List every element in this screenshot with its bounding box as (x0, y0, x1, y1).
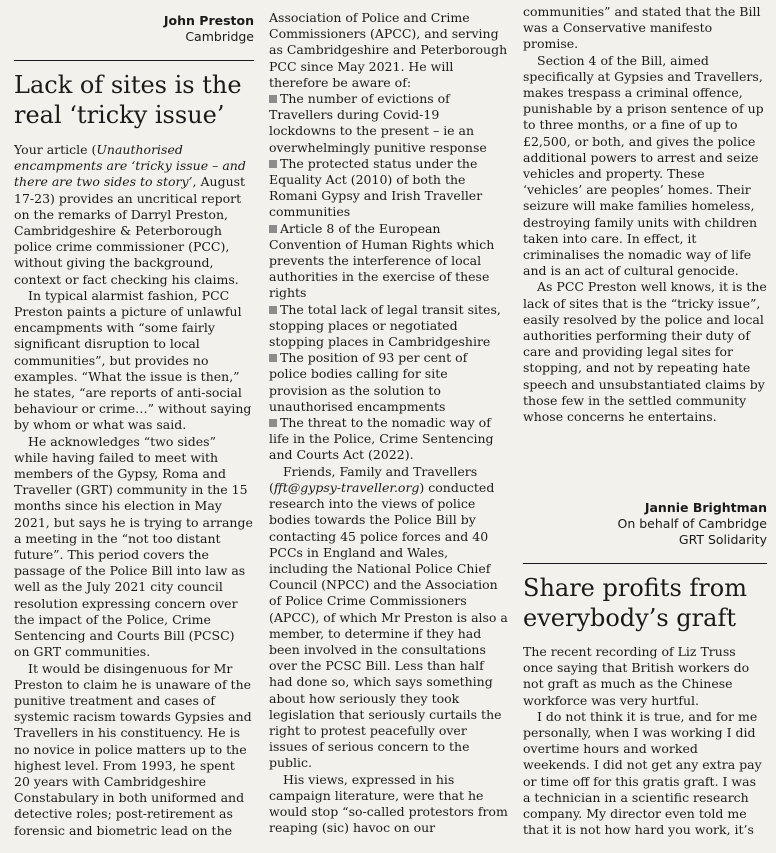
bullet-square-icon (269, 419, 277, 427)
paragraph: It would be disingenuous for Mr Preston to claim he is unaware of the punitive treatment and cases of systemic racism towards Gypsies and Travellers in his constituency. He is no novice in police matters up to the highest level. From 1993, he spent 20 years with Cambridgeshire Constabulary in both uniformed and detective roles; post-retirement as forensic and biometric lead on the (14, 660, 252, 838)
divider (14, 60, 254, 61)
bullet-item: The protected status under the Equality Act (2010) of both the Romani Gypsy and Irish Traveller communities (269, 155, 483, 220)
bullet-item: The threat to the nomadic way of life in the Police, Crime Sentencing and Courts Act (2022). (269, 415, 494, 463)
byline-author: John Preston (163, 13, 254, 28)
bullet-item: The total lack of legal transit sites, stopping places or negotiated stopping places in Cambridgeshire (269, 301, 501, 350)
divider (523, 563, 767, 564)
paragraph: He acknowledges “two sides” while having failed to meet with members of the Gypsy, Roma and Traveller (GRT) community in the 15 months since his election in May 2021, but says he is trying to arrange a meeting in the “not too distant future”. This period covers the passage of the Police Bill into law as well as the July 2021 city council resolution expressing concern over the impact of the Police, Crime Sentencing and Courts Bill (PCSC) on GRT communities. (14, 433, 253, 660)
bullet-square-icon (269, 225, 277, 233)
signature-name: Jannie Brightman (644, 500, 767, 515)
bullet-square-icon (269, 306, 277, 314)
byline-town: Cambridge (185, 29, 254, 44)
body-text (14, 142, 254, 839)
bullet-square-icon (269, 95, 277, 103)
bullet-item: The number of evictions of Travellers during Covid-19 lockdowns to the present – ie an overwhelmingly punitive response (269, 91, 487, 155)
paragraph: Friends, Family and Travellers (fft@gypsy-traveller.org) conducted research into the views of police bodies towards the Police Bill by contacting 45 police forces and 40 PCCs in England and Wales, including the National Police Chief Council (NPCC) and the Association of Police Crime Commissioners (APCC), of which Mr Preston is also a member, to determine if they had been involved in the consultations over the PCSC Bill. Less than half had done so, which says something about how seriously they took legislation that seriously curtails the right to protest peacefully over issues of serious concern to the public. (269, 463, 508, 771)
bullet-square-icon (269, 160, 277, 168)
paragraph-intro: Your article (Unauthorised encampments are ‘tricky issue – and there are two sides to story’, August 17-23) provides an uncritical report on the remarks of Darryl Preston, Cambridgeshire & Peterborough police crime commissioner (PCC), without giving the background, context or fact checking his claims. (14, 142, 246, 287)
bullet-square-icon (269, 354, 277, 362)
headline: Lack of sites is the real ‘tricky issue’ (14, 71, 242, 129)
signature-line: GRT Solidarity (678, 532, 767, 547)
paragraph: His views, expressed in his campaign literature, were that he would stop “so-called protestors from reaping (sic) havoc on our (269, 771, 508, 836)
paragraph: As PCC Preston well knows, it is the lack of sites that is the “tricky issue”, easily resolved by the police and local authorities performing their duty of care and providing legal sites for stopping, and not by repeating hate speech and unsubstantiated claims by those few in the settled community whose concerns he entertains. (523, 279, 767, 425)
signature (523, 500, 767, 548)
bullet-item: Article 8 of the European Convention of Human Rights which prevents the interference of local authorities in the exercise of these rights (269, 220, 495, 301)
byline (14, 13, 254, 45)
paragraph: Association of Police and Crime Commissioners (APCC), and serving as Cambridgeshire and Peterborough PCC since May 2021. He will therefore be aware of: (269, 10, 508, 90)
bullet-item: The position of 93 per cent of police bodies calling for site provision as the solution to unauthorised encampments (269, 350, 468, 414)
paragraph: communities” and stated that the Bill was a Conservative manifesto promise. (523, 4, 761, 52)
paragraph: I do not think it is true, and for me personally, when I was working I did overtime hours and worked weekends. I did not get any extra pay or time off for this gratis graft. I was a technician in a scientific research company. My director even told me that it is not how hard you work, it’s (523, 708, 762, 838)
body-text (523, 644, 767, 838)
paragraph: In typical alarmist fashion, PCC Preston paints a picture of unlawful encampments with “some fairly significant disruption to local communities”, but provides no examples. “What the issue is then,” he states, “are reports of anti-social behaviour or crime…” without saying by whom or what was said. (14, 287, 252, 433)
body-text (269, 10, 509, 836)
body-text (523, 4, 767, 425)
paragraph: The recent recording of Liz Truss once saying that British workers do not graft as much as the Chinese workforce was very hurtful. (523, 644, 750, 708)
headline: Share profits from everybody’s graft (523, 574, 747, 632)
signature-line: On behalf of Cambridge (617, 516, 767, 531)
paragraph: Section 4 of the Bill, aimed specifically at Gypsies and Travellers, makes trespass a criminal offence, punishable by a prison sentence of up to three months, or a fine of up to £2,500, or both, and gives the police additional powers to arrest and seize vehicles and property. These ‘vehicles’ are peoples’ homes. Their seizure will make families homeless, destroying family units with children taken into care. In effect, it criminalises the nomadic way of life and is an act of cultural genocide. (523, 52, 764, 279)
